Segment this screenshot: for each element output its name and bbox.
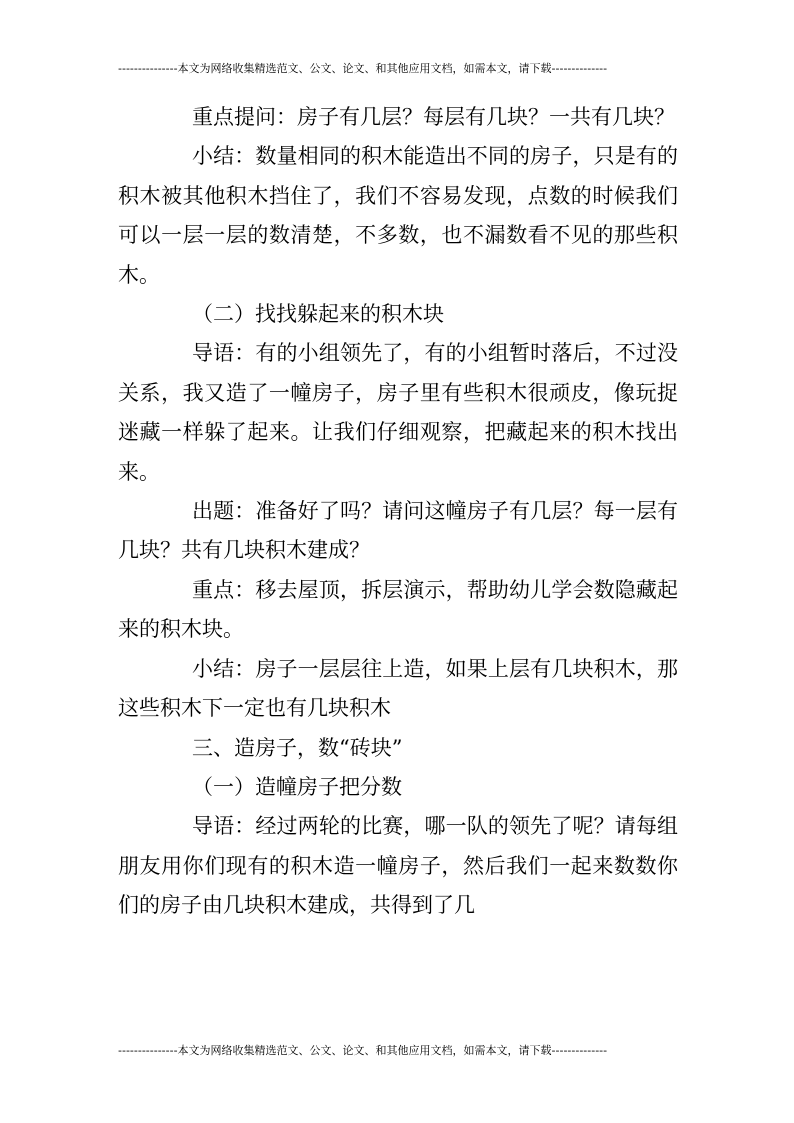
section-heading: （一）造幢房子把分数 [192,774,402,799]
paragraph: 小结：数量相同的积木能造出不同的房子，只是有的积木被其他积木挡住了，我们不容易发现，点数的时候我们可以一层一层的数清楚，不多数，也不漏数看不见的那些积木。 [118,144,678,287]
paragraph: 小结：房子一层层往上造，如果上层有几块积木，那这些积木下一定也有几块积木 [118,656,678,721]
section-heading: 三、造房子，数“砖块” [192,735,403,760]
paragraph: 出题：准备好了吗？请问这幢房子有几层？每一层有几块？共有几块积木建成？ [118,499,678,563]
page-header: ---------------本文为网络收集精选范文、公文、论文、和其他应用文档，如需本文，请下载-------------- [118,62,608,75]
paragraph: 导语：经过两轮的比赛，哪一队的领先了呢？请每组朋友用你们现有的积木造一幢房子，然后我们一起来数数你们的房子由几块积木建成，共得到了几 [118,814,678,918]
paragraph: 重点：移去屋顶，拆层演示，帮助幼儿学会数隐藏起来的积木块。 [118,577,678,642]
paragraph: 导语：有的小组领先了，有的小组暂时落后，不过没关系，我又造了一幢房子，房子里有些积木很顽皮，像玩捉迷藏一样躲了起来。让我们仔细观察，把藏起来的积木找出来。 [118,341,678,484]
document-body [118,98,678,926]
section-heading: （二）找找躲起来的积木块 [192,302,444,327]
paragraph: 重点提问：房子有几层？每层有几块？一共有几块？ [192,105,675,129]
page-footer: ---------------本文为网络收集精选范文、公文、论文、和其他应用文档，如需本文，请下载-------------- [118,1044,608,1057]
